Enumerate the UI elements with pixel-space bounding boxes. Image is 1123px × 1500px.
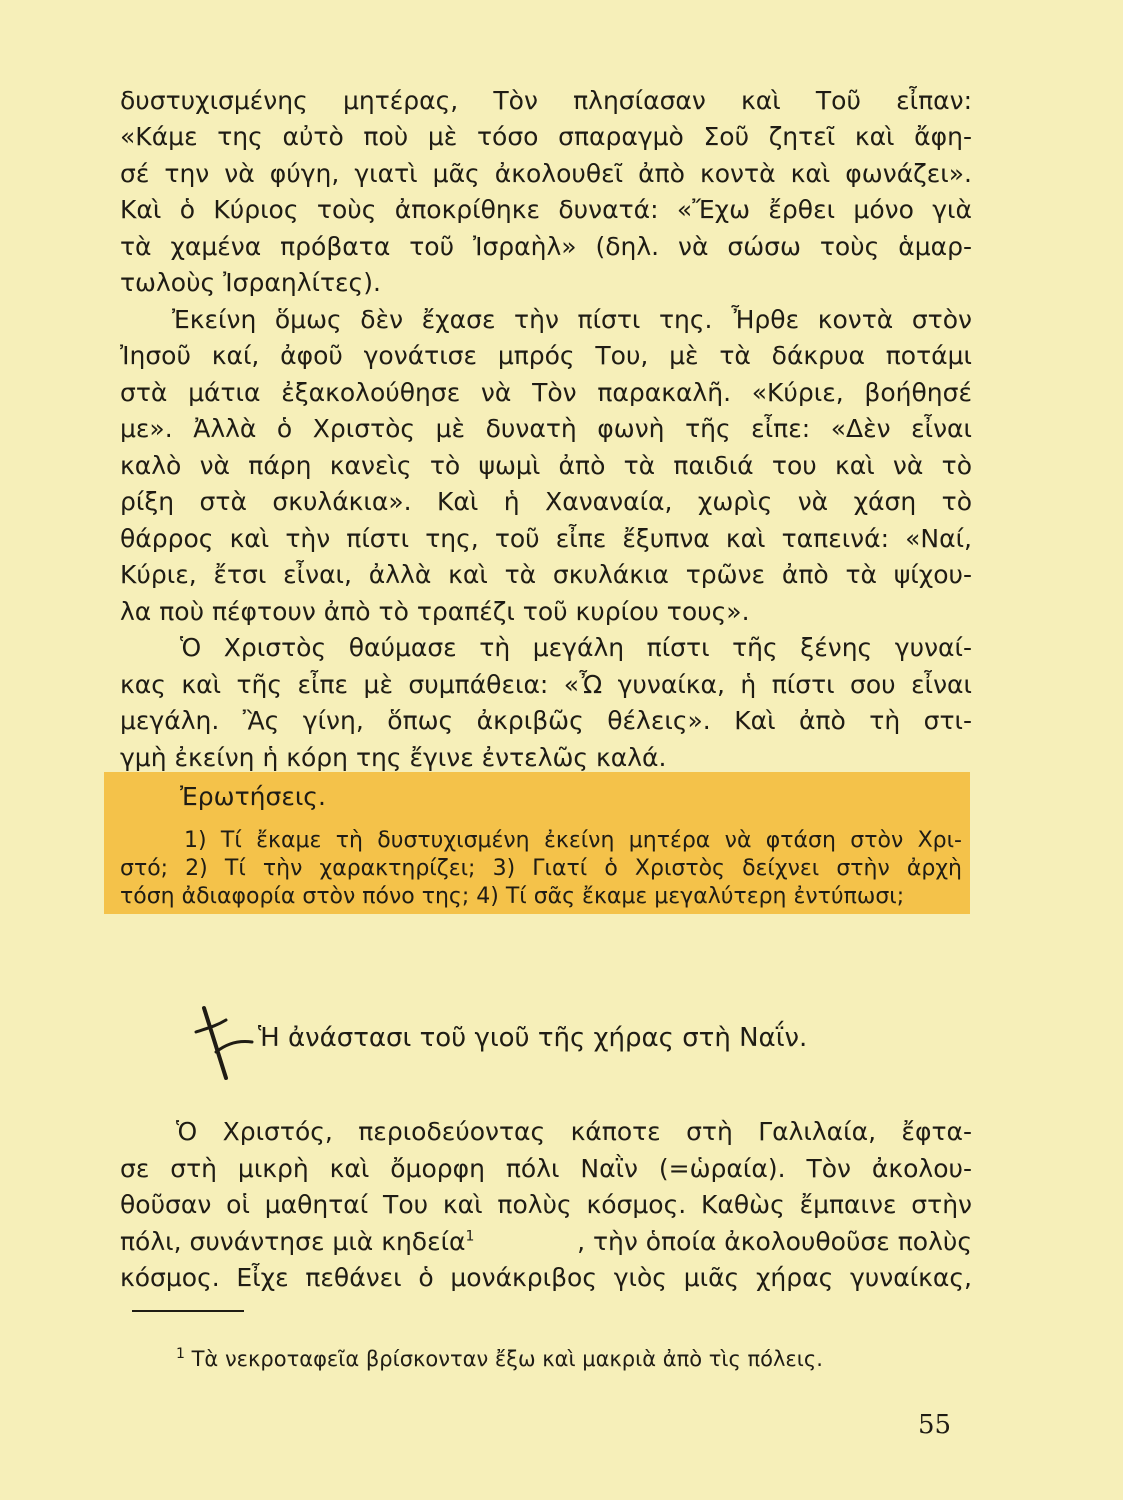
handwritten-section-mark-icon	[186, 1000, 256, 1080]
text-line: δυστυχισμένης μητέρας, Τὸν πλησίασαν καὶ Τοῦ εἶπαν:	[120, 86, 972, 115]
text-line: στὰ μάτια ἐξακολούθησε νὰ Τὸν παρακαλῆ. «Κύριε, βοήθησέ	[120, 378, 972, 407]
footnote-rule	[132, 1310, 244, 1312]
footnote-marker: 1	[176, 1346, 185, 1362]
text-line: Κύριε, ἔτσι εἶναι, ἀλλὰ καὶ τὰ σκυλάκια τρῶνε ἀπὸ τὰ ψίχου-	[120, 560, 972, 589]
text-line: θοῦσαν οἱ μαθηταί Του καὶ πολὺς κόσμος. Καθὼς ἔμπαινε στὴν	[120, 1190, 972, 1219]
question-line: 1) Τί ἔκαμε τὴ δυστυχισμένη ἐκείνη μητέρα νὰ φτάση στὸν Χρι-	[184, 828, 962, 853]
footnote-text: Τὰ νεκροταφεῖα βρίσκονταν ἔξω καὶ μακριὰ ἀπὸ τὶς πόλεις.	[191, 1347, 823, 1371]
text-line: σε στὴ μικρὴ καὶ ὄμορφη πόλι Ναῒν (=ὡραία). Τὸν ἀκολου-	[120, 1154, 972, 1183]
text-line: «Κάμε της αὐτὸ ποὺ μὲ τόσο σπαραγμὸ Σοῦ ζητεῖ καὶ ἄφη-	[120, 122, 972, 151]
text-fragment: , τὴν ὁποία ἀκολουθοῦσε πολὺς	[577, 1227, 972, 1256]
text-line: καλὸ νὰ πάρη κανεὶς τὸ ψωμὶ ἀπὸ τὰ παιδιά του καὶ νὰ τὸ	[120, 451, 972, 480]
text-fragment: πόλι, συνάντησε μιὰ κηδεία$^1$	[120, 1227, 475, 1256]
question-line: στό; 2) Τί τὴν χαρακτηρίζει; 3) Γιατί ὁ Χριστὸς δείχνει στὴν ἀρχὴ	[120, 856, 962, 881]
section-heading: Ἡ ἀνάστασι τοῦ γιοῦ τῆς χήρας στὴ Ναΐν.	[258, 1023, 808, 1053]
text-line: κόσμος. Εἶχε πεθάνει ὁ μονάκριβος γιὸς μιᾶς χήρας γυναίκας,	[120, 1263, 972, 1292]
text-line: Καὶ ὁ Κύριος τοὺς ἀποκρίθηκε δυνατά: «Ἔχω ἔρθει μόνο γιὰ	[120, 195, 972, 224]
text-line-with-footnote	[120, 1227, 972, 1257]
text-line: κας καὶ τῆς εἶπε μὲ συμπάθεια: «Ὦ γυναίκα, ἡ πίστι σου εἶναι	[120, 670, 972, 699]
text-line: Ὁ Χριστὸς θαύμασε τὴ μεγάλη πίστι τῆς ξένης γυναί-	[180, 633, 972, 662]
text-line: μεγάλη. Ἂς γίνη, ὅπως ἀκριβῶς θέλεις». Καὶ ἀπὸ τὴ στι-	[120, 706, 972, 735]
text-line: γμὴ ἐκείνη ἡ κόρη της ἔγινε ἐντελῶς καλά.	[120, 743, 667, 772]
text-line: Ὁ Χριστός, περιοδεύοντας κάποτε στὴ Γαλιλαία, ἔφτα-	[176, 1117, 972, 1146]
question-line: τόση ἀδιαφορία στὸν πόνο της; 4) Τί σᾶς ἔκαμε μεγαλύτερη ἐντύπωσι;	[120, 884, 905, 909]
questions-title: Ἐρωτήσεις.	[180, 782, 326, 811]
text-line: Ἰησοῦ καί, ἀφοῦ γονάτισε μπρός Του, μὲ τὰ δάκρυα ποτάμι	[120, 341, 972, 370]
footnote	[176, 1346, 823, 1372]
text-line: τωλοὺς Ἰσραηλίτες).	[120, 268, 381, 297]
footnote-reference: 1	[465, 1228, 475, 1245]
text-line: τὰ χαμένα πρόβατα τοῦ Ἰσραὴλ» (δηλ. νὰ σώσω τοὺς ἁμαρ-	[120, 232, 972, 261]
text-line: θάρρος καὶ τὴν πίστι της, τοῦ εἶπε ἔξυπνα καὶ ταπεινά: «Ναί,	[120, 524, 972, 553]
text-line: ρίξη στὰ σκυλάκια». Καὶ ἡ Χαναναία, χωρὶς νὰ χάση τὸ	[120, 487, 972, 516]
text-line: λα ποὺ πέφτουν ἀπὸ τὸ τραπέζι τοῦ κυρίου τους».	[120, 597, 750, 626]
text-line: σέ την νὰ φύγη, γιατὶ μᾶς ἀκολουθεῖ ἀπὸ κοντὰ καὶ φωνάζει».	[120, 159, 972, 188]
text-line: Ἐκείνη ὅμως δὲν ἔχασε τὴν πίστι της. Ἦρθε κοντὰ στὸν	[172, 305, 972, 334]
text-line: με». Ἀλλὰ ὁ Χριστὸς μὲ δυνατὴ φωνὴ τῆς εἶπε: «Δὲν εἶναι	[120, 414, 972, 443]
page-number: 55	[918, 1410, 952, 1440]
